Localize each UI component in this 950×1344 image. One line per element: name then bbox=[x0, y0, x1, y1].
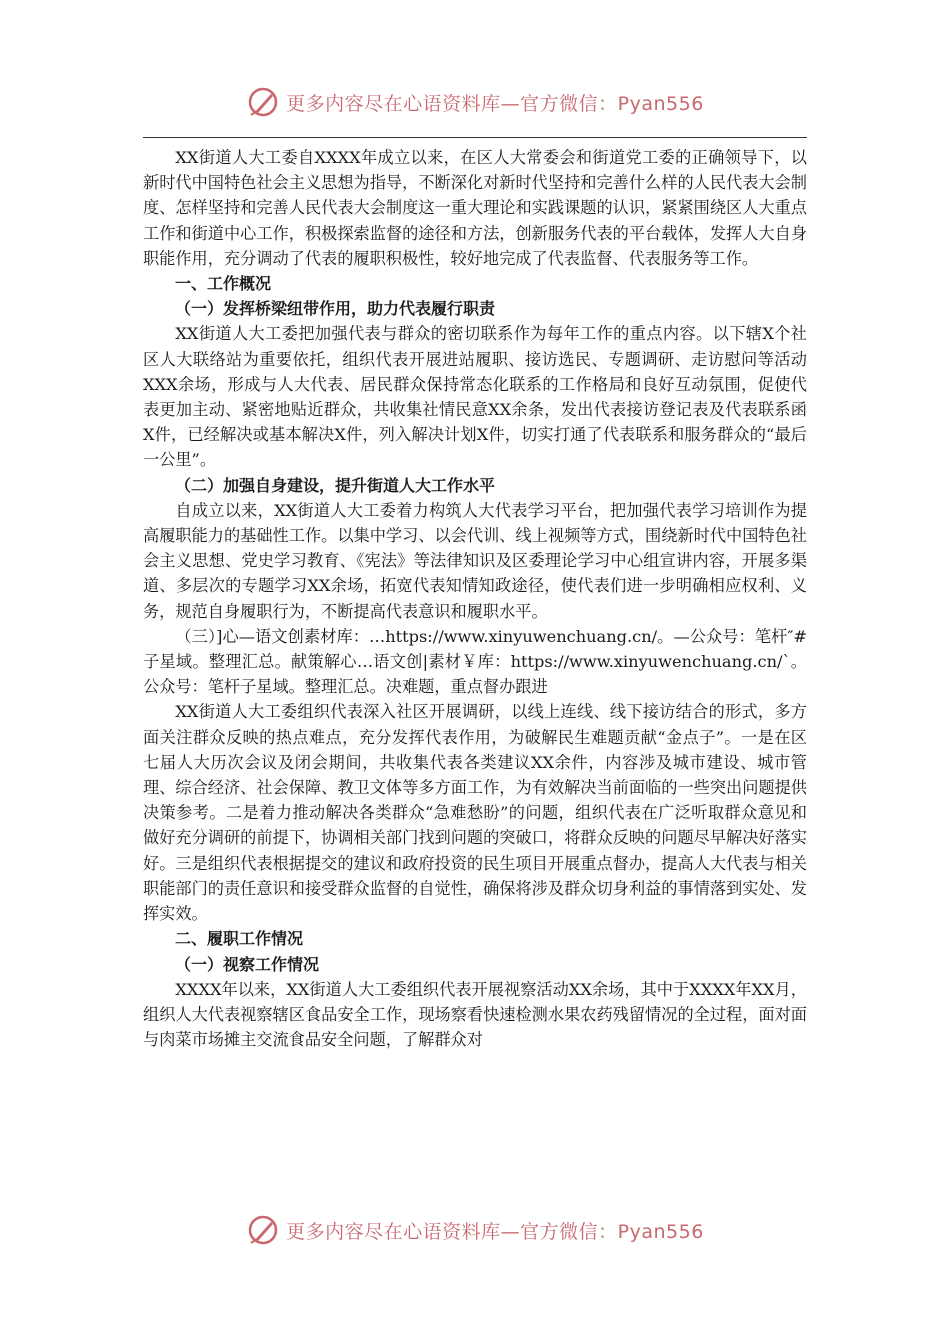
subsection-heading-1-2: （二）加强自身建设，提升街道人大工作水平 bbox=[175, 475, 496, 495]
header-banner bbox=[0, 80, 950, 124]
paragraph-1-1: XX街道人大工委把加强代表与群众的密切联系作为每年工作的重点内容。以下辖X个社区人大联络站为重要依托，组织代表开展进站履职、接访选民、专题调研、走访慰问等活动XXX余场，形成与人大代表、居民群众保持常态化联系的工作格局和良好互动氛围，促使代表更加主动、紧密地贴近群众，共收集社情民意XX余条，发出代表接访登记表及代表联系函X件，已经解决或基本解决X件，列入解决计划X件，切实打通了代表联系和服务群众的“最后一公里”。 bbox=[143, 324, 807, 470]
quill-pen-logo-icon bbox=[246, 1213, 280, 1247]
footer-banner bbox=[0, 1208, 950, 1252]
document-body bbox=[143, 145, 807, 1052]
subsection-heading-1-1: （一）发挥桥梁纽带作用，助力代表履行职责 bbox=[175, 299, 496, 319]
banner-text: 更多内容尽在心语资料库—官方微信：Pyan556 bbox=[286, 1220, 704, 1243]
paragraph-1-3-heading: （三）]心—语文创素材库：…https://www.xinyuwenchuang.cn/。—公众号：笔杆″#子星域。整理汇总。献策解心…语文创|素材￥库：https://www.xinyuwenchuang.cn/`。公众号：笔杆子星域。整理汇总。决难题，重点督办跟进 bbox=[143, 626, 807, 697]
paragraph-1-2: 自成立以来，XX街道人大工委着力构筑人大代表学习平台，把加强代表学习培训作为提高履职能力的基础性工作。以集中学习、以会代训、线上视频等方式，围绕新时代中国特色社会主义思想、党史学习教育、《宪法》等法律知识及区委理论学习中心组宣讲内容，开展多渠道、多层次的专题学习XX余场，拓宽代表知情知政途径，使代表们进一步明确相应权利、义务，规范自身履职行为，不断提高代表意识和履职水平。 bbox=[143, 500, 807, 621]
paragraph-2-1: XXXX年以来，XX街道人大工委组织代表开展视察活动XX余场，其中于XXXX年XX月，组织人大代表视察辖区食品安全工作，现场察看快速检测水果农药残留情况的全过程，面对面与肉菜市场摊主交流食品安全问题，了解群众对 bbox=[143, 979, 807, 1050]
section-heading-1: 一、工作概况 bbox=[175, 274, 272, 294]
paragraph-1-3: XX街道人大工委组织代表深入社区开展调研，以线上连线、线下接访结合的形式，多方面关注群众反映的热点难点，充分发挥代表作用，为破解民生难题贡献“金点子”。一是在区七届人大历次会议及闭会期间，共收集代表各类建议XX余件，内容涉及城市建设、城市管理、综合经济、社会保障、教卫文体等多方面工作，为有效解决当前面临的一些突出问题提供决策参考。二是着力推动解决各类群众“急难愁盼”的问题，组织代表在广泛听取群众意见和做好充分调研的前提下，协调相关部门找到问题的突破口，将群众反映的问题尽早解决好落实好。三是组织代表根据提交的建议和政府投资的民生项目开展重点督办，提高人大代表与相关职能部门的责任意识和接受群众监督的自觉性，确保将涉及群众切身利益的事情落到实处、发挥实效。 bbox=[143, 702, 807, 924]
paragraph-intro: XX街道人大工委自XXXX年成立以来，在区人大常委会和街道党工委的正确领导下，以新时代中国特色社会主义思想为指导，不断深化对新时代坚持和完善什么样的人民代表大会制度、怎样坚持和完善人民代表大会制度这一重大理论和实践课题的认识，紧紧围绕区人大重点工作和街道中心工作，积极探索监督的途径和方法，创新服务代表的平台载体，发挥人大自身职能作用，充分调动了代表的履职积极性，较好地完成了代表监督、代表服务等工作。 bbox=[143, 148, 807, 268]
section-heading-2: 二、履职工作情况 bbox=[175, 929, 304, 949]
quill-pen-logo-icon bbox=[246, 85, 280, 119]
banner-text: 更多内容尽在心语资料库—官方微信：Pyan556 bbox=[286, 92, 704, 115]
header-divider bbox=[143, 137, 807, 138]
subsection-heading-2-1: （一）视察工作情况 bbox=[175, 954, 320, 974]
